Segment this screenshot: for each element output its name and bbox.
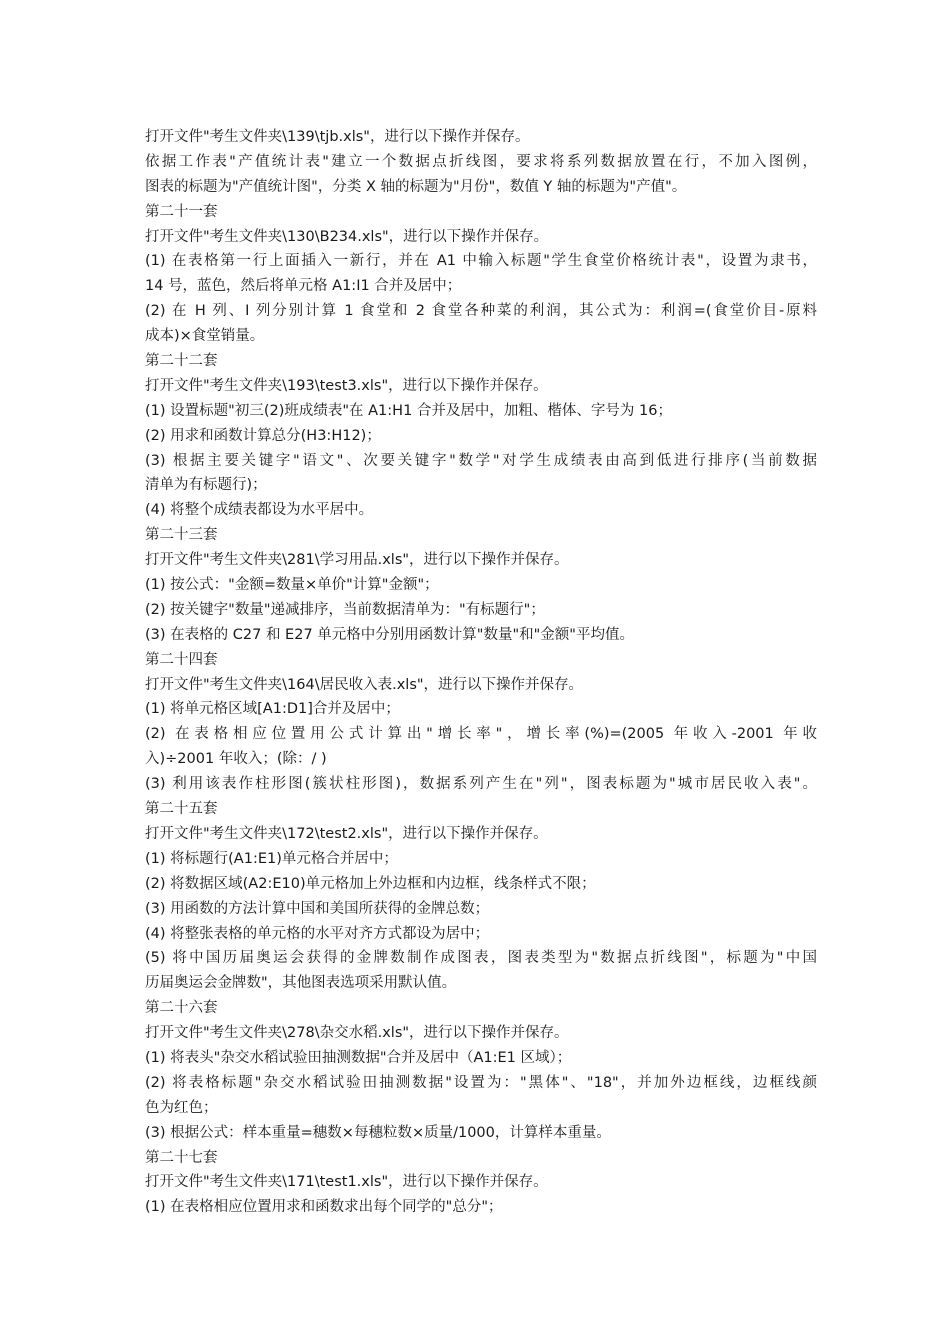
document-line: 历届奥运会金牌数"，其他图表选项采用默认值。 [145,975,457,992]
document-line: 入)÷2001 年收入；(除：/ ) [145,751,327,768]
document-line: (1) 按公式："金额=数量×单价"计算"金额"； [145,577,439,594]
document-line: (2) 将表格标题"杂交水稻试验田抽测数据"设置为："黑体"、"18"，并加外边框线，边框线颜 [145,1074,817,1091]
document-line: 14 号，蓝色，然后将单元格 A1:I1 合并及居中； [145,278,462,295]
document-line: 打开文件"考生文件夹\164\居民收入表.xls"，进行以下操作并保存。 [145,676,584,693]
document-line: 打开文件"考生文件夹\278\杂交水稻.xls"，进行以下操作并保存。 [145,1025,569,1042]
document-line: (5) 将中国历届奥运会获得的金牌数制作成图表，图表类型为"数据点折线图"，标题为"中国 [145,950,817,967]
document-line: (4) 将整个成绩表都设为水平居中。 [145,502,374,519]
document-line: (2) 用求和函数计算总分(H3:H12)； [145,427,381,444]
document-line: (1) 设置标题"初三(2)班成绩表"在 A1:H1 合并及居中，加粗、楷体、字号为 16； [145,402,672,419]
document-body [145,125,817,1220]
document-line: (2) 按关键字"数量"递减排序，当前数据清单为："有标题行"； [145,601,545,618]
document-line: (2) 在表格相应位置用公式计算出"增长率"，增长率(%)=(2005 年收入-2001 年收 [145,726,817,743]
document-line: (1) 将标题行(A1:E1)单元格合并居中； [145,850,398,867]
document-line: 打开文件"考生文件夹\172\test2.xls"，进行以下操作并保存。 [145,825,548,842]
section-heading: 第二十一套 [145,203,218,220]
document-line: (1) 在表格第一行上面插入一新行，并在 A1 中输入标题"学生食堂价格统计表"，设置为隶书， [145,253,817,270]
document-line: 图表的标题为"产值统计图"，分类 X 轴的标题为"月份"，数值 Y 轴的标题为"产值"。 [145,178,687,195]
document-line: (3) 根据主要关键字"语文"、次要关键字"数学"对学生成绩表由高到低进行排序(当前数据 [145,452,817,469]
document-line: (1) 将单元格区域[A1:D1]合并及居中； [145,701,400,718]
document-line: 打开文件"考生文件夹\281\学习用品.xls"，进行以下操作并保存。 [145,552,569,569]
document-line: (3) 用函数的方法计算中国和美国所获得的金牌总数； [145,900,490,917]
section-heading: 第二十二套 [145,353,218,370]
document-line: 打开文件"考生文件夹\171\test1.xls"，进行以下操作并保存。 [145,1174,548,1191]
document-line: 清单为有标题行)； [145,477,267,494]
section-heading: 第二十三套 [145,527,218,544]
document-line: 打开文件"考生文件夹\139\tjb.xls"，进行以下操作并保存。 [145,129,530,145]
document-line: (3) 在表格的 C27 和 E27 单元格中分别用函数计算"数量"和"金额"平均值。 [145,626,634,643]
document-line: 色为红色； [145,1099,218,1116]
document-line: 打开文件"考生文件夹\193\test3.xls"，进行以下操作并保存。 [145,377,548,394]
section-heading: 第二十六套 [145,1000,218,1017]
document-line: (4) 将整张表格的单元格的水平对齐方式都设为居中； [145,925,490,942]
document-line: (2) 在 H 列、I 列分别计算 1 食堂和 2 食堂各种菜的利润，其公式为：利润=(食堂价目-原料 [145,303,817,320]
document-line: 打开文件"考生文件夹\130\B234.xls"，进行以下操作并保存。 [145,228,549,245]
document-line: (1) 在表格相应位置用求和函数求出每个同学的"总分"； [145,1199,503,1216]
document-line: (1) 将表头"杂交水稻试验田抽测数据"合并及居中（A1:E1 区域）； [145,1049,572,1066]
document-line: (3) 根据公式：样本重量=穗数×每穗粒数×质量/1000，计算样本重量。 [145,1124,611,1141]
document-line: 成本)×食堂销量。 [145,328,265,345]
section-heading: 第二十四套 [145,651,218,668]
document-line: (2) 将数据区域(A2:E10)单元格加上外边框和内边框，线条样式不限； [145,875,596,892]
section-heading: 第二十七套 [145,1149,218,1166]
document-line: 依据工作表"产值统计表"建立一个数据点折线图，要求将系列数据放置在行，不加入图例， [145,153,817,170]
section-heading: 第二十五套 [145,801,218,818]
document-line: (3) 利用该表作柱形图(簇状柱形图)，数据系列产生在"列"，图表标题为"城市居民收入表"。 [145,776,817,793]
